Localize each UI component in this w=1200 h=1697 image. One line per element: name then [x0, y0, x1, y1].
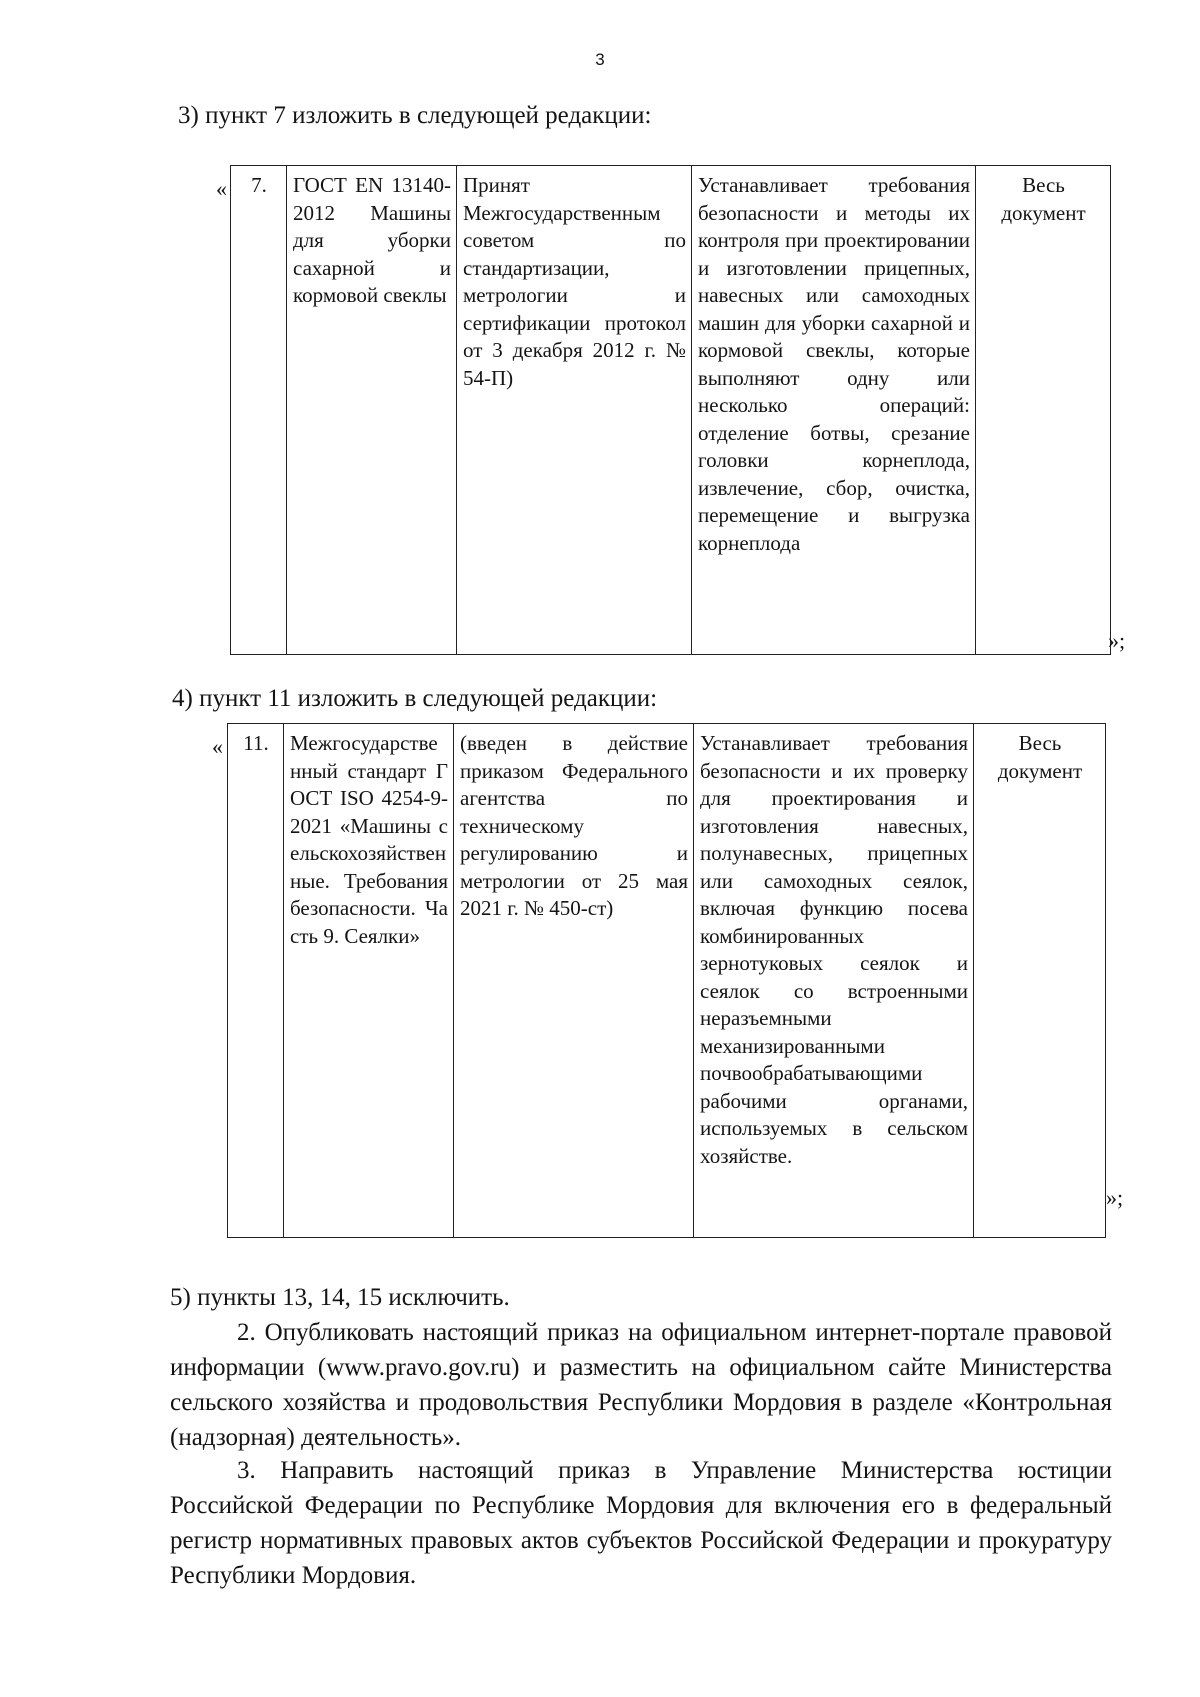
item4-quote-close: »; [1106, 1185, 1124, 1210]
table-row [228, 724, 1106, 1238]
paragraph-3: 3. Направить настоящий приказ в Управление Министерства юстиции Российской Федерации по Республике Мордовия для включения его в федеральный регистр нормативных правовых актов субъектов Российской Федерации и прокуратуру Республики Мордовия. [170, 1457, 1112, 1589]
adoption-cell: (введен в действие приказом Федерального агентства по техническому регулированию и метрологии от 25 мая 2021 г. № 450-ст) [454, 724, 694, 1238]
item5-paragraph: 5) пункты 13, 14, 15 исключить. [170, 1284, 510, 1311]
page-number: 3 [595, 50, 605, 69]
standard-name-cell: ГОСТ EN 13140-2012 Машины для уборки сахарной и кормовой свеклы [287, 166, 457, 655]
item3-heading: 3) пункт 7 изложить в следующей редакции: [178, 102, 652, 129]
item4-quote-open: « [212, 734, 223, 759]
item4-heading: 4) пункт 11 изложить в следующей редакции: [172, 685, 658, 712]
scope-cell: Весь документ [974, 724, 1106, 1238]
scope-cell: Весь документ [976, 166, 1111, 655]
item3-quote-open: « [216, 176, 227, 201]
paragraph-2: 2. Опубликовать настоящий приказ на официальном интернет-портале правовой информации (www.pravo.gov.ru) и разместить на официальном сайте Министерства сельского хозяйства и продовольствия Республики Мордовия в разделе «Контрольная (надзорная) деятельность». [170, 1319, 1112, 1451]
description-cell: Устанавливает требования безопасности и их проверку для проектирования и изготовления навесных, полунавесных, прицепных или самоходных сеялок, включая функцию посева комбинированных зернотуковых сеялок и сеялок со встроенными неразъемными механизированными почвообрабатывающими рабочими органами, используемых в сельском хозяйстве. [694, 724, 974, 1238]
item4-table [227, 723, 1106, 1238]
description-cell: Устанавливает требования безопасности и методы их контроля при проектировании и изготовлении прицепных, навесных или самоходных машин для уборки сахарной и кормовой свеклы, которые выполняют одну или несколько операций: отделение ботвы, срезание головки корнеплода, извлечение, сбор, очистка, перемещение и выгрузка корнеплода [692, 166, 976, 655]
table-row [231, 166, 1111, 655]
row-number-cell: 7. [231, 166, 287, 655]
standard-name-cell: Межгосударственный стандарт ГОСТ ISO 4254-9-2021 «Машины сельскохозяйственные. Требования безопасности. Часть 9. Сеялки» [284, 724, 454, 1238]
adoption-cell: Принят Межгосударственным советом по стандартизации, метрологии и сертификации протокол от 3 декабря 2012 г. № 54-П) [457, 166, 692, 655]
item3-table [230, 165, 1111, 655]
row-number-cell: 11. [228, 724, 284, 1238]
item3-quote-close: »; [1108, 628, 1126, 653]
